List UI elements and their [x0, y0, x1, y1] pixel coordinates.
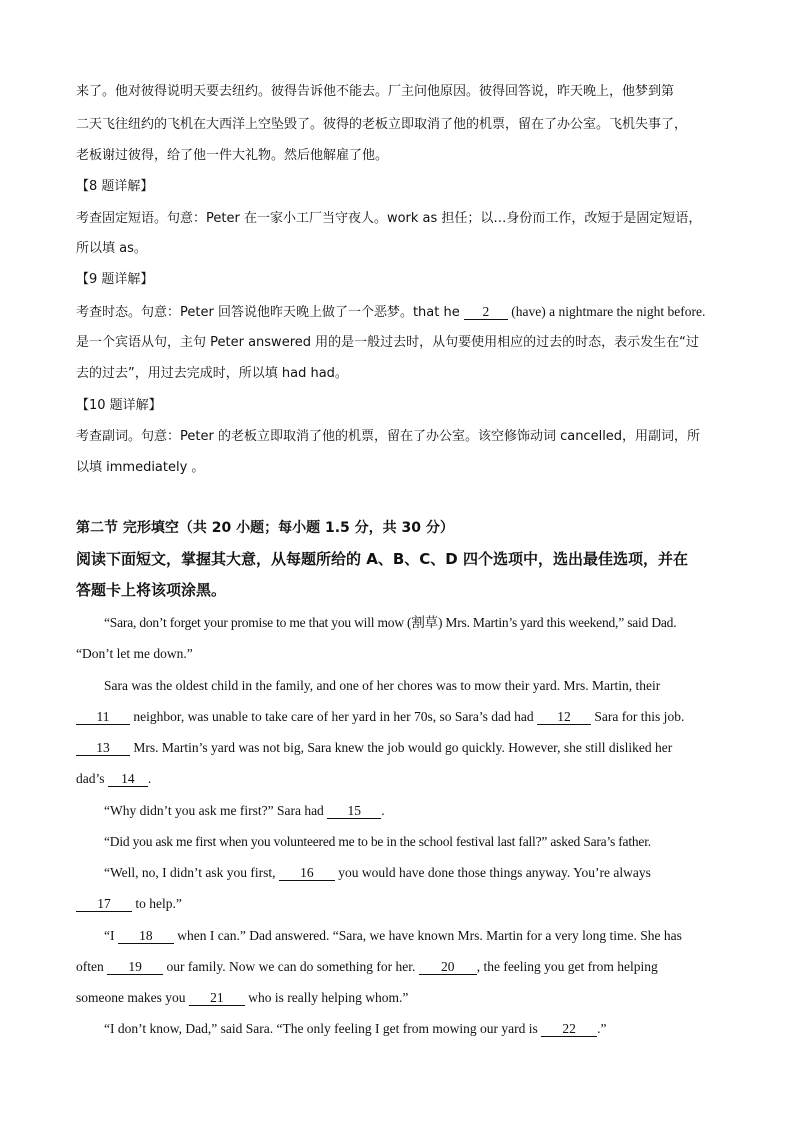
passage-text: when I can.” Dad answered. “Sara, we have known Mrs. Martin for a very long time. She has: [173, 928, 682, 943]
passage-text: .: [381, 803, 385, 818]
passage-text: to help.”: [132, 896, 182, 911]
passage-text: neighbor, was unable to take care of her yard in her 70s, so Sara’s dad had: [130, 709, 537, 724]
q8-line-1: 考查固定短语。句意：Peter 在一家小工厂当守夜人。work as 担任；以…身份而工作，改短于是固定短语，: [76, 211, 702, 226]
q9-line-1-text-b: (have) a nightmare the night before.: [507, 304, 706, 319]
passage-line-2: “Don’t let me down.”: [76, 646, 193, 661]
q9-line-3: 去的过去”，用过去完成时，所以填 had had。: [76, 366, 348, 381]
passage-text: Mrs. Martin’s yard was not big, Sara knew the job would go quickly. However, she still disliked her: [130, 740, 673, 755]
passage-line-8: “Did you ask me first when you volunteered me to be in the school festival last fall?” asked Sara’s father.: [104, 834, 651, 849]
passage-line-13: [76, 989, 408, 1007]
passage-text: , the feeling you get from helping: [476, 959, 658, 974]
q10-heading: 【10 题详解】: [76, 398, 162, 413]
section-instruction-line-1: 阅读下面短文，掌握其大意，从每题所给的 A、B、C、D 四个选项中，选出最佳选项，并在: [76, 550, 688, 568]
passage-text: “Why didn’t you ask me first?” Sara had: [104, 803, 328, 818]
passage-line-11: [104, 927, 682, 945]
q9-blank: 2: [464, 304, 508, 320]
blank-14[interactable]: 14: [108, 771, 148, 787]
passage-text: who is really helping whom.”: [244, 990, 409, 1005]
translation-line-2: 二天飞往纽约的飞机在大西洋上空坠毁了。彼得的老板立即取消了他的机票，留在了办公室。飞机失事了，: [76, 117, 688, 132]
translation-line-1: 来了。他对彼得说明天要去纽约。彼得告诉他不能去。厂主问他原因。彼得回答说，昨天晚上，他梦到第: [76, 84, 675, 99]
blank-21[interactable]: 21: [189, 990, 245, 1006]
passage-line-14: [104, 1020, 607, 1038]
q10-line-1: 考查副词。句意：Peter 的老板立即取消了他的机票，留在了办公室。该空修饰动词 cancelled，用副词，所: [76, 429, 701, 444]
passage-text: someone makes you: [76, 990, 189, 1005]
passage-text: “I don’t know, Dad,” said Sara. “The only feeling I get from mowing our yard is: [104, 1021, 542, 1036]
passage-text: you would have done those things anyway. You’re always: [334, 865, 651, 880]
blank-11[interactable]: 11: [76, 709, 130, 725]
passage-line-5: [76, 739, 672, 757]
passage-text: dad’s: [76, 771, 108, 786]
section-instruction-line-2: 答题卡上将该项涂黑。: [76, 581, 227, 599]
passage-line-1: “Sara, don’t forget your promise to me that you will mow (割草) Mrs. Martin’s yard this weekend,” said Dad.: [104, 615, 677, 630]
blank-22[interactable]: 22: [541, 1021, 597, 1037]
blank-19[interactable]: 19: [107, 959, 163, 975]
passage-line-4: [76, 708, 684, 726]
q9-heading: 【9 题详解】: [76, 272, 154, 287]
passage-text: .”: [597, 1021, 607, 1036]
q9-line-2: 是一个宾语从句，主句 Peter answered 用的是一般过去时，从句要使用相应的过去的时态，表示发生在“过: [76, 335, 699, 350]
blank-20[interactable]: 20: [419, 959, 477, 975]
passage-line-10: [76, 895, 182, 913]
passage-line-6: [76, 770, 151, 788]
passage-line-7: [104, 802, 385, 820]
passage-text: our family. Now we can do something for her.: [163, 959, 419, 974]
blank-15[interactable]: 15: [327, 803, 381, 819]
passage-text: “Well, no, I didn’t ask you first,: [104, 865, 279, 880]
q8-heading: 【8 题详解】: [76, 179, 154, 194]
passage-text: “I: [104, 928, 118, 943]
q10-line-2: 以填 immediately 。: [76, 460, 205, 475]
blank-12[interactable]: 12: [537, 709, 591, 725]
q9-line-1: [76, 303, 705, 322]
passage-text: Sara for this job.: [590, 709, 685, 724]
passage-text: .: [147, 771, 152, 786]
q9-line-1-text-a: 考查时态。句意：Peter 回答说他昨天晚上做了一个恶梦。that he: [76, 305, 464, 320]
passage-line-3: Sara was the oldest child in the family, and one of her chores was to mow their yard. Mrs. Martin, their: [104, 678, 661, 693]
passage-text: often: [76, 959, 108, 974]
blank-17[interactable]: 17: [76, 896, 132, 912]
q8-line-2: 所以填 as。: [76, 241, 147, 256]
section-title: 第二节 完形填空（共 20 小题；每小题 1.5 分，共 30 分）: [76, 520, 454, 536]
blank-16[interactable]: 16: [279, 865, 335, 881]
blank-13[interactable]: 13: [76, 740, 130, 756]
blank-18[interactable]: 18: [118, 928, 174, 944]
passage-line-9: [104, 864, 651, 882]
passage-line-12: [76, 958, 658, 976]
translation-line-3: 老板谢过彼得，给了他一件大礼物。然后他解雇了他。: [76, 148, 389, 163]
